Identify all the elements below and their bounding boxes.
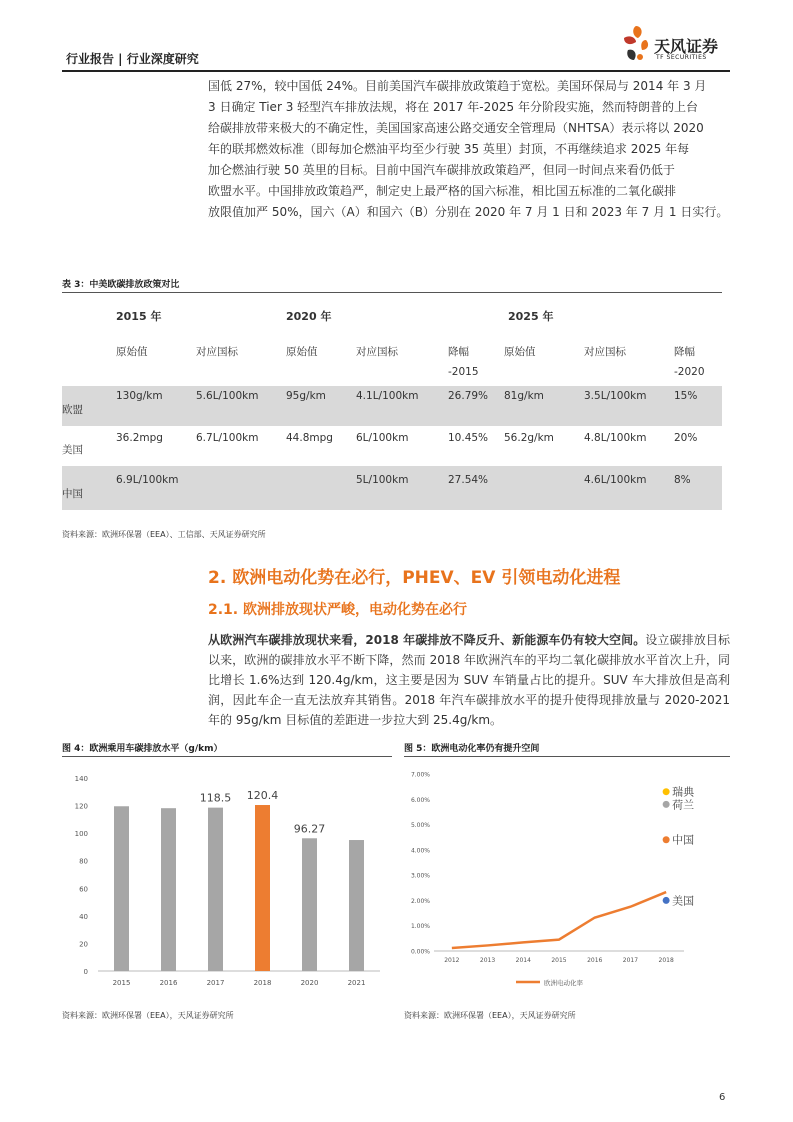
y-tick-label: 80 [79,857,88,866]
intro-line: 3 日确定 Tier 3 轻型汽车排放法规，将在 2017 年-2025 年分阶段实施，然而特朗普的上台 [208,100,698,114]
table-cell: 5.6L/100km [196,386,286,426]
y-tick-label: 20 [79,940,88,949]
y-tick-label: 100 [74,830,88,839]
x-tick-label: 2018 [658,957,674,964]
table-cell: 6.7L/100km [196,432,259,444]
logo-text-en: TF SECURITIES [656,54,707,61]
table-cell: 95g/km [286,386,356,426]
y-tick-label: 7.00% [410,771,430,779]
table-cell: 10.45% [448,432,489,444]
data-label: 120.4 [246,789,279,803]
figure5-source: 资料来源：欧洲环保署（EEA），天风证券研究所 [404,1011,576,1020]
section-heading: 2. 欧洲电动化势在必行，PHEV、EV 引领电动化进程 [208,568,621,588]
country-label: 瑞典 [672,785,695,799]
data-label: 118.5 [199,791,232,805]
table-subheader-cell: 降幅 [448,346,469,358]
x-tick-label: 2017 [622,957,639,964]
intro-line: 欧盟水平。中国排放政策趋严，制定史上最严格的国六标准，相比国五标准的二氧化碳排 [208,184,677,198]
table-subheader-cell: 降幅 [674,346,695,358]
table-year-2025: 2025 年 [508,310,554,323]
y-tick-label: 3.00% [410,872,430,880]
table-cell: 6.9L/100km [116,466,196,510]
table-subheader-cell: 原始值 [286,346,318,358]
figure4-rule [62,756,392,757]
table-subheader-cell: 原始值 [116,346,148,358]
figure5-title: 图 5：欧洲电动化率仍有提升空间 [404,744,540,754]
company-logo [622,24,732,68]
y-tick-label: 0 [83,968,88,976]
country-label: 美国 [672,894,695,908]
table-cell: 5L/100km [356,466,448,510]
bar [255,805,270,971]
table-cell: 56.2g/km [504,432,554,444]
figure5-chart [404,760,730,1000]
table-row [62,386,722,426]
table-subheader-cell: 对应国标 [584,346,626,358]
y-tick-label: 6.00% [410,796,430,804]
table-cell: 81g/km [504,386,584,426]
x-tick-label: 2018 [253,979,272,987]
country-marker [663,897,670,904]
table-cell: 15% [674,386,722,426]
x-tick-label: 2014 [515,957,531,964]
x-tick-label: 2016 [159,979,178,987]
legend-label: 欧洲电动化率 [544,979,583,987]
intro-line: 国低 27%，较中国低 24%。目前美国汽车碳排放政策趋于宽松。美国环保局与 2014 年 3 月 [208,79,707,93]
figure4-title: 图 4：欧洲乘用车碳排放水平（g/km） [62,744,223,754]
y-tick-label: 1.00% [410,923,430,931]
table-cell: 3.5L/100km [584,386,674,426]
bar [114,806,129,971]
table-cell: 36.2mpg [116,432,163,444]
data-label: 96.27 [293,822,326,836]
table-row-region: 美国 [62,444,83,456]
table-subheader-cell: 原始值 [504,346,536,358]
table-row-region: 欧盟 [62,386,116,426]
logo-mark-icon [622,24,652,64]
section-lead: 从欧洲汽车碳排放现状来看，2018 年碳排放不降反升、新能源车仍有较大空间。 [208,633,646,647]
table-subheader-cell: 对应国标 [196,346,238,358]
table-subheader-cell: 对应国标 [356,346,398,358]
figure4-source: 资料来源：欧洲环保署（EEA），天风证券研究所 [62,1011,234,1020]
y-tick-label: 2.00% [410,897,430,905]
table-year-2020: 2020 年 [286,310,332,323]
table-subheader [62,332,722,366]
table-cell: 44.8mpg [286,432,333,444]
table-cell [286,466,356,510]
table-cell: 6L/100km [356,432,409,444]
table-row [62,426,722,466]
series-line [452,892,666,948]
bar [161,808,176,971]
x-tick-label: 2013 [479,957,496,964]
table-subheader-suffix-cell: -2020 [674,366,705,378]
x-tick-label: 2012 [444,957,460,964]
table-cell: 4.1L/100km [356,386,448,426]
table-row-region: 中国 [62,466,116,510]
table-subheader-suffix [62,366,722,386]
intro-line: 年的联邦燃效标准（即每加仑燃油平均至少行驶 35 英里）封顶，不再继续追求 2025 年每 [208,142,690,156]
intro-line: 放限值加严 50%，国六（A）和国六（B）分别在 2020 年 7 月 1 日和 2023 年 7 月 1 日实行。 [208,205,729,219]
table-title: 表 3：中美欧碳排放政策对比 [62,280,180,290]
country-label: 中国 [672,833,695,847]
x-tick-label: 2020 [300,979,319,987]
logo-text-cn: 天风证券 [654,37,719,56]
y-tick-label: 5.00% [410,822,430,830]
x-tick-label: 2016 [587,957,603,964]
x-tick-label: 2015 [551,957,567,964]
page-number: 6 [719,1092,726,1103]
y-tick-label: 60 [79,885,88,894]
figure5-rule [404,756,730,757]
y-tick-label: 0.00% [410,948,430,956]
country-marker [663,788,670,795]
bar [349,840,364,971]
y-tick-label: 120 [74,802,88,811]
table-year-2015: 2015 年 [116,310,162,323]
bar [302,838,317,971]
bar [208,808,223,971]
subsection-heading: 2.1. 欧洲排放现状严峻，电动化势在必行 [208,602,467,618]
section-text: 设立碳排放目标以来，欧洲的碳排放水平不断下降，然而 2018 年欧洲汽车的平均二氧化碳排放水平首次上升，同比增长 1.6%达到 120.4g/km，这主要是因为 SUV 车销量占比的提升。SUV 车大排放但是高利润，因此车企一直无法放弃其销售。2018 年汽车碳排放水平的提升使得现排放量与 2020-2021 年的 95g/km 目标值的差距进一步拉大到 25.4g/km。 [208,633,730,727]
table-cell: 27.54% [448,466,504,510]
table-row [62,466,722,510]
policy-table [62,294,722,510]
intro-line: 给碳排放带来极大的不确定性，美国国家高速公路交通安全管理局（NHTSA）表示将以 2020 [208,121,704,135]
intro-line: 加仑燃油行驶 50 英里的目标。目前中国汽车碳排放政策趋严，但同一时间点来看仍低于 [208,163,675,177]
table-cell [504,466,584,510]
country-marker [663,801,670,808]
country-marker [663,836,670,843]
header-title: 行业报告 | 行业深度研究 [66,52,199,66]
y-tick-label: 4.00% [410,847,430,855]
x-tick-label: 2021 [347,979,366,987]
table-year-header [62,294,722,332]
table-cell: 20% [674,432,698,444]
table-cell [196,466,286,510]
table-cell: 130g/km [116,386,196,426]
y-tick-label: 40 [79,912,88,921]
figure4-chart [62,760,392,1000]
table-cell: 8% [674,466,722,510]
x-tick-label: 2017 [206,979,225,987]
table-subheader-suffix-cell: -2015 [448,366,479,378]
intro-paragraph [208,76,730,223]
table-cell: 4.8L/100km [584,432,647,444]
header-divider [62,70,730,72]
table-source: 资料来源：欧洲环保署（EEA）、工信部、天风证券研究所 [62,530,266,539]
y-tick-label: 140 [74,775,88,783]
table-top-rule [62,292,722,293]
section-paragraph [208,630,730,730]
x-tick-label: 2015 [112,979,131,987]
country-label: 荷兰 [672,798,695,812]
table-cell: 4.6L/100km [584,466,674,510]
table-cell: 26.79% [448,386,504,426]
